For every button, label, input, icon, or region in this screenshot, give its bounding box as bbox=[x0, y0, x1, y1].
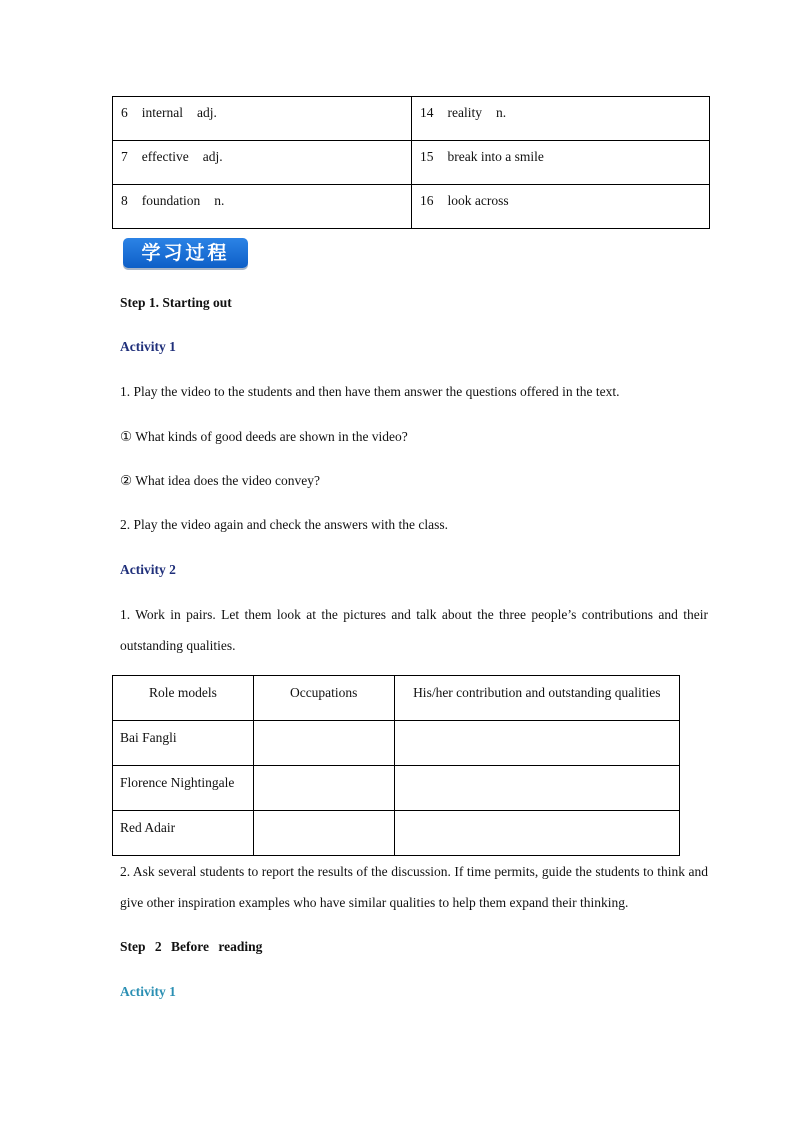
table-row bbox=[113, 811, 680, 856]
column-header: Occupations bbox=[253, 676, 394, 721]
step1-title: Step 1. Starting out bbox=[120, 295, 232, 310]
step1-activity2-title: Activity 2 bbox=[120, 562, 176, 577]
vocab-cell: 15 break into a smile bbox=[412, 141, 710, 185]
step2-title: Step 2 Before reading bbox=[120, 939, 263, 954]
contribution-cell bbox=[394, 721, 679, 766]
occupation-cell bbox=[253, 766, 394, 811]
vocab-cell: 14 reality n. bbox=[412, 97, 710, 141]
step1-activity1-item2: 2. Play the video again and check the answers with the class. bbox=[120, 517, 449, 532]
vocab-cell: 7 effective adj. bbox=[113, 141, 412, 185]
table-row bbox=[113, 766, 680, 811]
role-models-table bbox=[112, 675, 680, 856]
vocab-cell: 16 look across bbox=[412, 185, 710, 229]
table-row bbox=[113, 141, 710, 185]
occupation-cell bbox=[253, 721, 394, 766]
occupation-cell bbox=[253, 811, 394, 856]
role-model-name: Florence Nightingale bbox=[113, 766, 254, 811]
step1-activity2-item1: 1. Work in pairs. Let them look at the pictures and talk about the three people’s contributions and their outstanding qualities. bbox=[120, 607, 708, 653]
step1-activity1-item1: 1. Play the video to the students and then have them answer the questions offered in the text. bbox=[120, 384, 620, 399]
column-header: Role models bbox=[113, 676, 254, 721]
step2-activity1-title: Activity 1 bbox=[120, 984, 176, 999]
vocab-cell: 6 internal adj. bbox=[113, 97, 412, 141]
vocabulary-table bbox=[112, 96, 710, 229]
table-header-row bbox=[113, 676, 680, 721]
step1-activity2-item2: 2. Ask several students to report the results of the discussion. If time permits, guide the students to think and give other inspiration examples who have similar qualities to help them expand their thinking. bbox=[120, 864, 708, 910]
vocab-cell: 8 foundation n. bbox=[113, 185, 412, 229]
contribution-cell bbox=[394, 811, 679, 856]
role-model-name: Red Adair bbox=[113, 811, 254, 856]
question-2: ② What idea does the video convey? bbox=[120, 473, 321, 488]
column-header: His/her contribution and outstanding qualities bbox=[394, 676, 679, 721]
learning-process-banner: 学习过程 bbox=[123, 238, 248, 268]
contribution-cell bbox=[394, 766, 679, 811]
role-model-name: Bai Fangli bbox=[113, 721, 254, 766]
question-1: ① What kinds of good deeds are shown in the video? bbox=[120, 429, 408, 444]
table-row bbox=[113, 97, 710, 141]
table-row bbox=[113, 185, 710, 229]
step1-activity1-title: Activity 1 bbox=[120, 339, 176, 354]
table-row bbox=[113, 721, 680, 766]
